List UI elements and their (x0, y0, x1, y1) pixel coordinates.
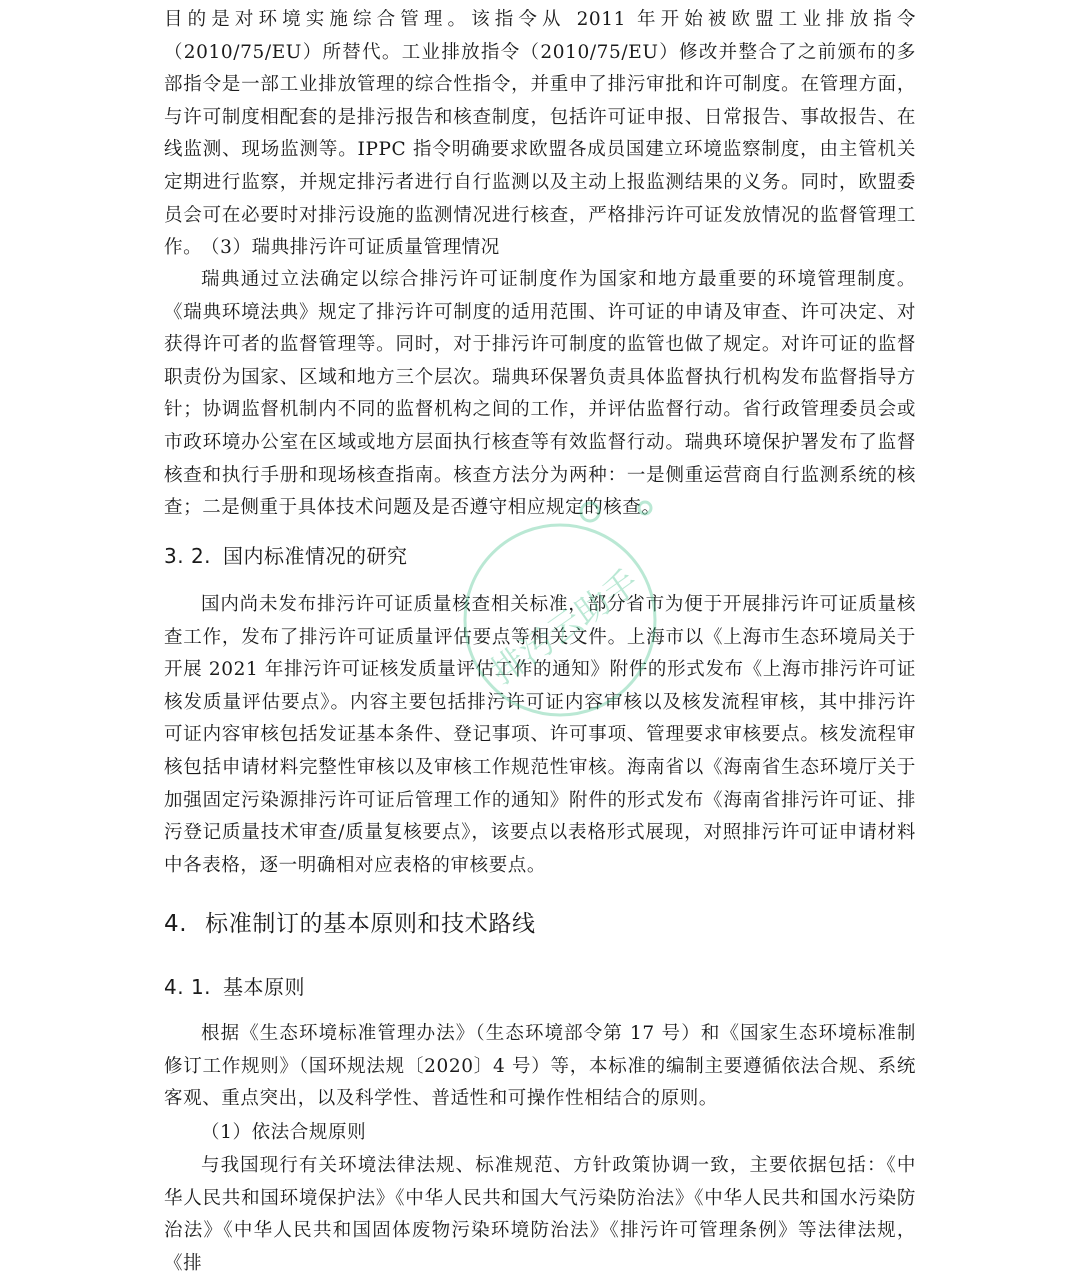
section-title: 基本原则 (223, 975, 306, 999)
svg-text:排污云助手: 排污云助手 (484, 562, 647, 693)
subheading-sweden: （3）瑞典排污许可证质量管理情况 (201, 237, 500, 258)
section-title: 标准制订的基本原则和技术路线 (205, 911, 536, 937)
paragraph-sweden: 瑞典通过立法确定以综合排污许可证制度作为国家和地方最重要的环境管理制度。《瑞典环境法典》规定了排污许可制度的适用范围、许可证的申请及审查、许可决定、对获得许可者的监督管理等。同时，对于排污许可制度的监管也做了规定。对许可证的监督职责份为国家、区域和地方三个层次。瑞典环保署负责具体监督执行机构发布监督指导方针；协调监督机制内不同的监督机构之间的工作，并评估监督行动。省行政管理委员会或市政环境办公室在区域或地方层面执行核查等有效监督行动。瑞典环境保护署发布了监督核查和执行手册和现场核查指南。核查方法分为两种：一是侧重运营商自行监测系统的核查；二是侧重于具体技术问题及是否遵守相应规定的核查。 (164, 269, 916, 519)
paragraph-eu-ied: 目的是对环境实施综合管理。该指令从 2011 年开始被欧盟工业排放指令（2010/75/EU）所替代。工业排放指令（2010/75/EU）修改并整合了之前颁布的多部指令是一部工业排放管理的综合性指令，并重申了排污审批和许可制度。在管理方面，与许可制度相配套的是排污报告和核查制度，包括许可证申报、日常报告、事故报告、在线监测、现场监测等。IPPC 指令明确要求欧盟各成员国建立环境监察制度，由主管机关定期进行监察，并规定排污者进行自行监测以及主动上报监测结果的义务。同时，欧盟委员会可在必要时对排污设施的监测情况进行核查，严格排污许可证发放情况的监督管理工作。 (164, 9, 916, 259)
subheading-legal-compliance: （1）依法合规原则 (201, 1122, 367, 1143)
section-heading-3-2 (164, 542, 408, 570)
paragraph-basic-principles: 根据《生态环境标准管理办法》（生态环境部令第 17 号）和《国家生态环境标准制修订工作规则》（国环规法规〔2020〕4 号）等，本标准的编制主要遵循依法合规、系统客观、重点突出，以及科学性、普适性和可操作性相结合的原则。 (164, 1023, 916, 1110)
section-number: 4. (164, 911, 188, 937)
section-heading-4-1 (164, 973, 305, 1001)
section-number: 3. 2. (164, 544, 212, 568)
section-title: 国内标准情况的研究 (223, 544, 408, 568)
paragraph-domestic-standards: 国内尚未发布排污许可证质量核查相关标准，部分省市为便于开展排污许可证质量核查工作，发布了排污许可证质量评估要点等相关文件。上海市以《上海市生态环境局关于开展 2021 年排污许可证核发质量评估工作的通知》附件的形式发布《上海市排污许可证核发质量评估要点》。内容主要包括排污许可证内容审核以及核发流程审核，其中排污许可证内容审核包括发证基本条件、登记事项、许可事项、管理要求审核要点。核发流程审核包括申请材料完整性审核以及审核工作规范性审核。海南省以《海南省生态环境厅关于加强固定污染源排污许可证后管理工作的通知》附件的形式发布《海南省排污许可证、排污登记质量技术审查/质量复核要点》，该要点以表格形式展现，对照排污许可证申请材料中各表格，逐一明确相对应表格的审核要点。 (164, 594, 916, 876)
paragraph-legal-basis: 与我国现行有关环境法律法规、标准规范、方针政策协调一致，主要依据包括：《中华人民共和国环境保护法》《中华人民共和国大气污染防治法》《中华人民共和国水污染防治法》《中华人民共和国固体废物污染环境防治法》《排污许可管理条例》等法律法规，《排 (164, 1155, 916, 1274)
section-number: 4. 1. (164, 975, 212, 999)
section-heading-4 (164, 908, 536, 940)
